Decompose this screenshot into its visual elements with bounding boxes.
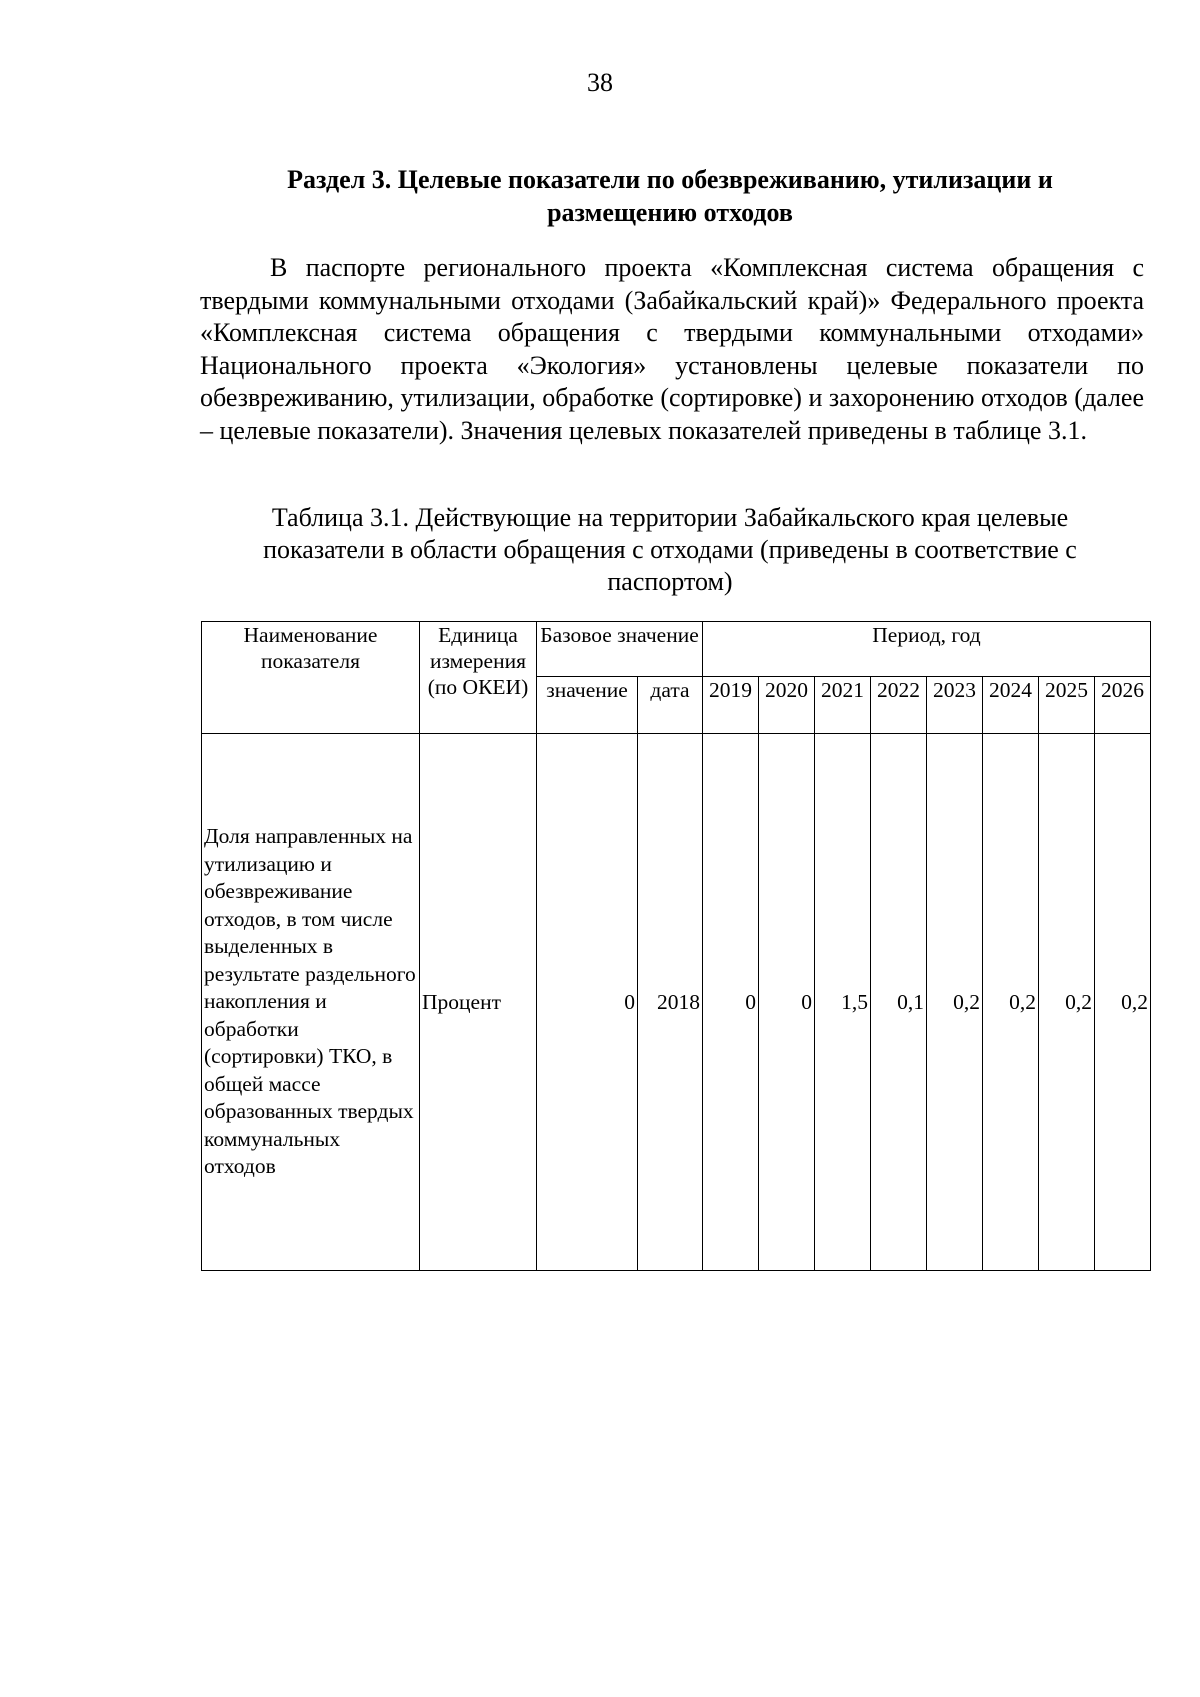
header-year-2019: 2019 — [703, 677, 759, 734]
header-year-2025: 2025 — [1039, 677, 1095, 734]
page-number: 38 — [587, 68, 613, 97]
header-period: Период, год — [703, 622, 1151, 677]
cell-value-2019: 0 — [703, 734, 759, 1271]
section-title-line-1: Раздел 3. Целевые показатели по обезвреживанию, утилизации и — [287, 165, 1053, 194]
cell-indicator-name: Доля направленных на утилизацию и обезвреживание отходов, в том числе выделенных в результате раздельного накопления и обработки (сортировки) ТКО, в общей массе образованных твердых коммунальных отходов — [202, 734, 420, 1271]
header-base-value-date: дата — [638, 677, 703, 734]
table-caption — [200, 502, 1140, 598]
section-title — [200, 163, 1140, 229]
cell-value-2020: 0 — [759, 734, 815, 1271]
section-title-line-2: размещению отходов — [547, 198, 793, 227]
cell-value-2026: 0,2 — [1095, 734, 1151, 1271]
header-unit-line-1: Единица измерения — [429, 623, 527, 673]
table-row — [202, 734, 1151, 1271]
cell-value-2024: 0,2 — [983, 734, 1039, 1271]
cell-value-2023: 0,2 — [927, 734, 983, 1271]
header-year-2023: 2023 — [927, 677, 983, 734]
cell-unit: Процент — [420, 734, 537, 1271]
header-year-2022: 2022 — [871, 677, 927, 734]
header-base-value: Базовое значение — [537, 622, 703, 677]
cell-value-2021: 1,5 — [815, 734, 871, 1271]
header-year-2021: 2021 — [815, 677, 871, 734]
cell-base-value: 0 — [537, 734, 638, 1271]
header-unit — [420, 622, 537, 734]
indicators-table — [201, 621, 1151, 1271]
header-year-2024: 2024 — [983, 677, 1039, 734]
table-caption-line-2: показатели в области обращения с отходами (приведены в соответствие с — [263, 535, 1077, 564]
table-caption-line-1: Таблица 3.1. Действующие на территории Забайкальского края целевые — [271, 503, 1069, 532]
intro-paragraph: В паспорте регионального проекта «Комплексная система обращения с твердыми коммунальными отходами (Забайкальский край)» Федерального проекта «Комплексная система обращения с твердыми коммунальными отходами» Национального проекта «Экология» установлены целевые показатели по обезвреживанию, утилизации, обработке (сортировке) и захоронению отходов (далее – целевые показатели). Значения целевых показателей приведены в таблице 3.1. — [200, 253, 1144, 445]
header-unit-line-2: (по ОКЕИ) — [427, 675, 529, 699]
header-year-2020: 2020 — [759, 677, 815, 734]
cell-value-2022: 0,1 — [871, 734, 927, 1271]
header-year-2026: 2026 — [1095, 677, 1151, 734]
cell-base-date: 2018 — [638, 734, 703, 1271]
cell-value-2025: 0,2 — [1039, 734, 1095, 1271]
header-indicator-name: Наименование показателя — [202, 622, 420, 734]
header-base-value-value: значение — [537, 677, 638, 734]
table-caption-line-3: паспортом) — [607, 567, 733, 596]
